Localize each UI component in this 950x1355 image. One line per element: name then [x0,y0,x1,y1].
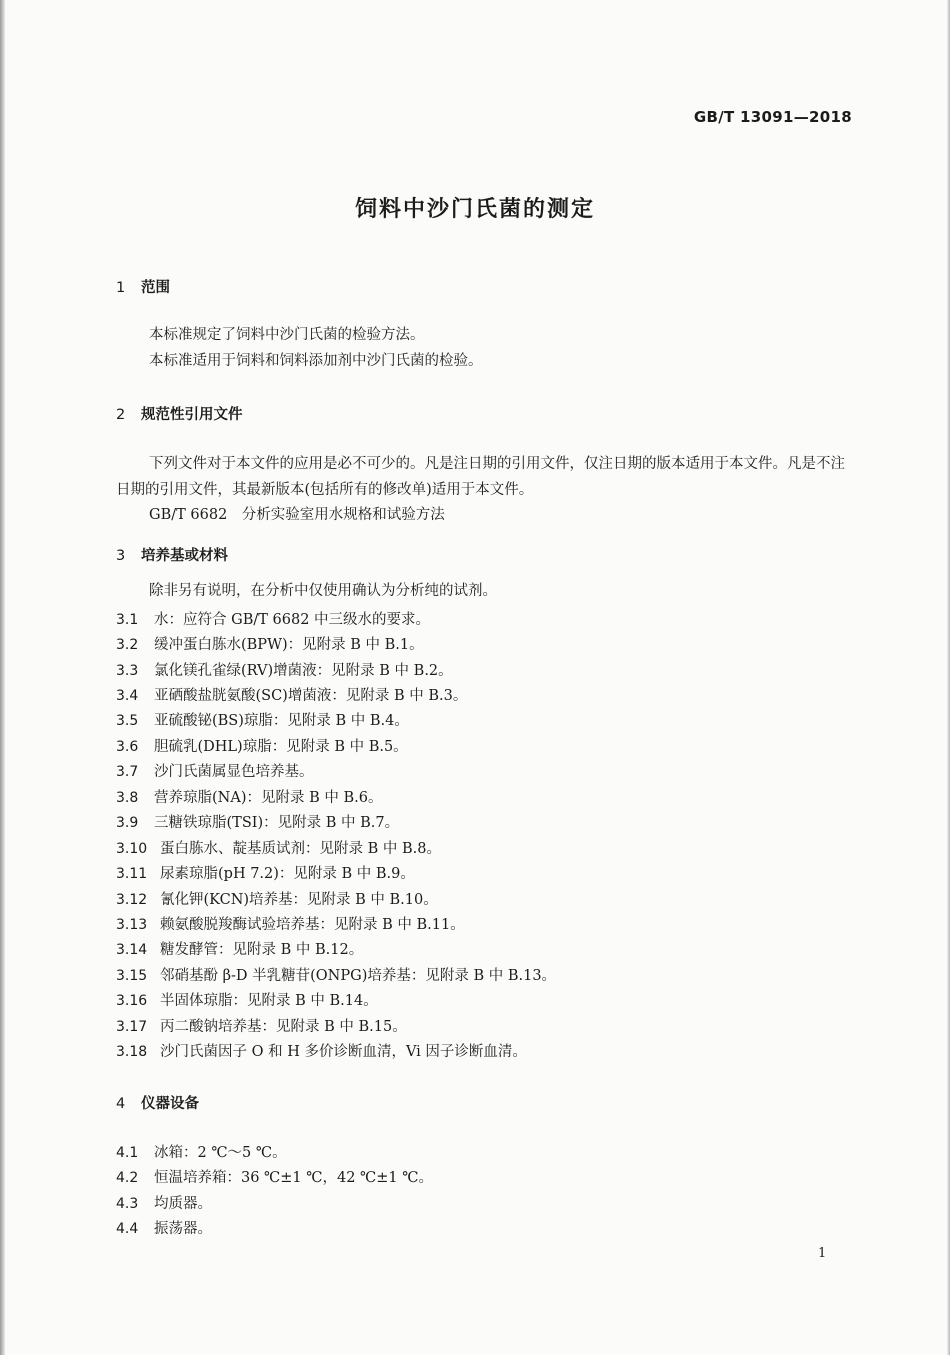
section-number: 4 [116,1096,126,1112]
normative-reference: GB/T 6682 分析实验室用水规格和试验方法 [149,507,445,523]
list-item: 3.11 尿素琼脂(pH 7.2)：见附录 B 中 B.9。 [116,866,415,882]
document-title: 饲料中沙门氏菌的测定 [354,197,595,222]
section-title: 培养基或材料 [141,548,228,564]
section-title: 规范性引用文件 [141,407,243,423]
list-item: 3.18 沙门氏菌因子 O 和 H 多价诊断血清，Vi 因子诊断血清。 [116,1044,527,1060]
section-title: 范围 [141,280,170,296]
list-item: 4.1 冰箱：2 ℃～5 ℃。 [116,1145,287,1161]
list-item: 4.4 振荡器。 [116,1221,212,1237]
list-item: 3.8 营养琼脂(NA)：见附录 B 中 B.6。 [116,790,383,806]
section-3-heading [116,544,228,565]
page-number: 1 [818,1246,827,1261]
list-item: 3.12 氰化钾(KCN)培养基：见附录 B 中 B.10。 [116,892,438,908]
list-item: 3.6 胆硫乳(DHL)琼脂：见附录 B 中 B.5。 [116,739,408,755]
list-item: 3.3 氯化镁孔雀绿(RV)增菌液：见附录 B 中 B.2。 [116,663,453,679]
paragraph: 本标准适用于饲料和饲料添加剂中沙门氏菌的检验。 [149,353,483,369]
section-2-heading [116,403,243,424]
standard-number: GB/T 13091—2018 [693,108,852,126]
list-item: 3.14 糖发酵管：见附录 B 中 B.12。 [116,942,364,958]
paragraph: 下列文件对于本文件的应用是必不可少的。凡是注日期的引用文件，仅注日期的版本适用于本文件。凡是不注日期的引用文件，其最新版本(包括所有的修改单)适用于本文件。 [116,456,845,498]
section-number: 1 [116,280,126,296]
list-item: 3.15 邻硝基酚 β-D 半乳糖苷(ONPG)培养基：见附录 B 中 B.13。 [116,968,557,984]
list-item: 3.13 赖氨酸脱羧酶试验培养基：见附录 B 中 B.11。 [116,917,465,933]
list-item: 4.3 均质器。 [116,1196,212,1212]
list-item: 3.1 水：应符合 GB/T 6682 中三级水的要求。 [116,612,431,628]
paragraph: 本标准规定了饲料中沙门氏菌的检验方法。 [149,327,425,343]
list-item: 3.7 沙门氏菌属显色培养基。 [116,764,314,780]
list-item: 3.17 丙二酸钠培养基：见附录 B 中 B.15。 [116,1019,407,1035]
list-item: 3.4 亚硒酸盐胱氨酸(SC)增菌液：见附录 B 中 B.3。 [116,688,468,704]
section-number: 2 [116,407,126,423]
list-item: 3.9 三糖铁琼脂(TSI)：见附录 B 中 B.7。 [116,815,400,831]
list-item: 4.2 恒温培养箱：36 ℃±1 ℃，42 ℃±1 ℃。 [116,1170,433,1186]
list-item: 3.16 半固体琼脂：见附录 B 中 B.14。 [116,993,378,1009]
section-title: 仪器设备 [141,1096,199,1112]
list-item: 3.2 缓冲蛋白胨水(BPW)：见附录 B 中 B.1。 [116,637,424,653]
section-1-heading [116,276,170,297]
list-item: 3.5 亚硫酸铋(BS)琼脂：见附录 B 中 B.4。 [116,713,409,729]
section-number: 3 [116,548,126,564]
paragraph: 除非另有说明，在分析中仅使用确认为分析纯的试剂。 [149,583,497,599]
list-item: 3.10 蛋白胨水、靛基质试剂：见附录 B 中 B.8。 [116,841,441,857]
section-4-heading [116,1092,199,1113]
